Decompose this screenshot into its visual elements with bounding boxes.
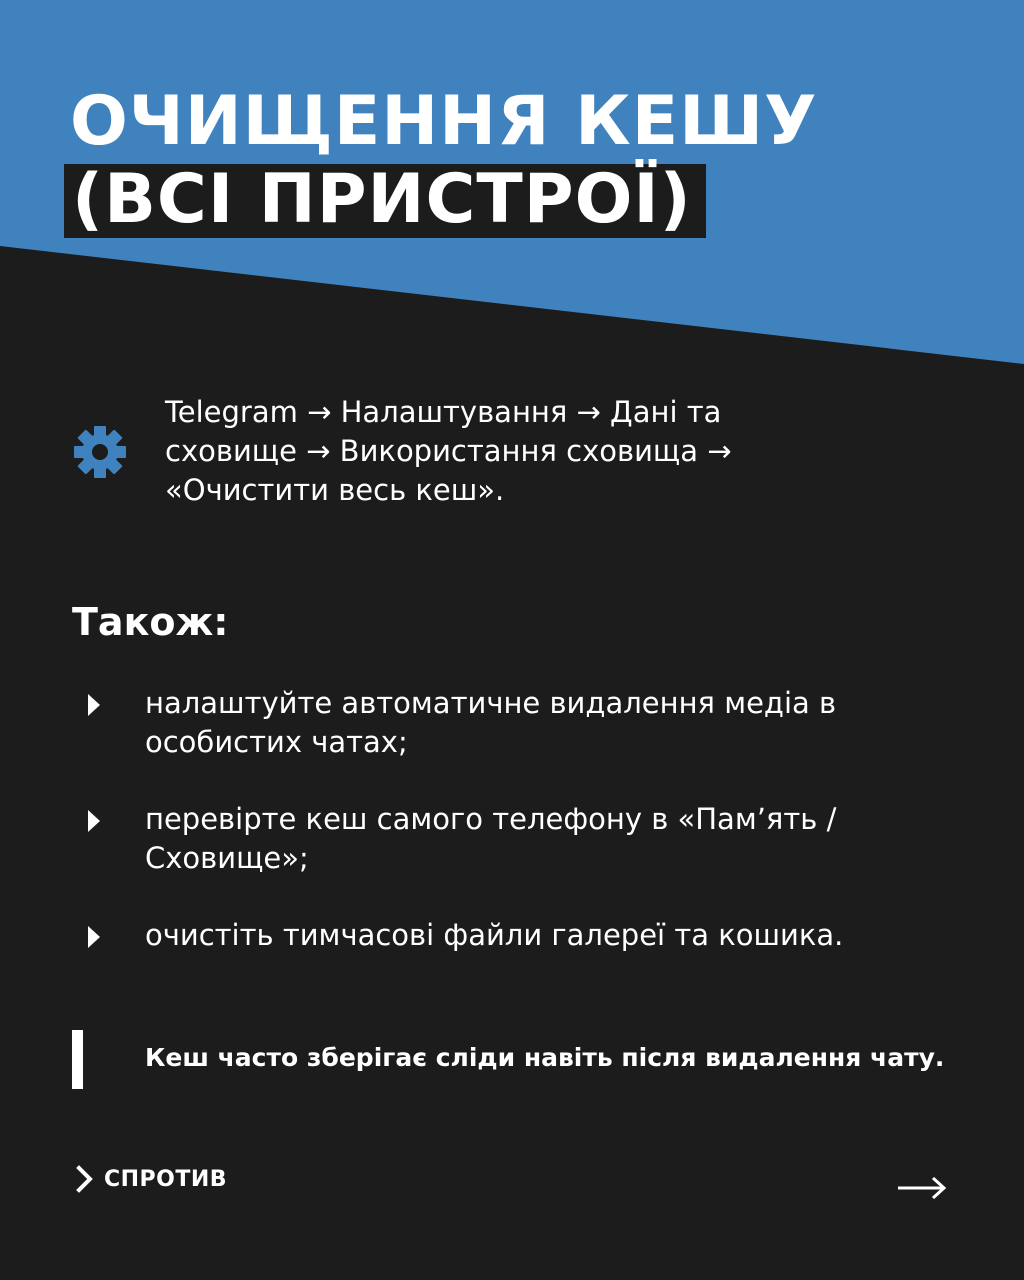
title-line-1: ОЧИЩЕННЯ КЕШУ: [70, 82, 818, 161]
telegram-cache-instruction: Telegram → Налаштування → Дані та сховище → Використання сховища → «Очистити весь кеш».: [165, 395, 732, 507]
triangle-bullet-icon: [88, 926, 100, 948]
chevron-right-icon: [74, 1164, 96, 1194]
list-item-text: очистіть тимчасові файли галереї та кошика.: [145, 918, 844, 952]
also-heading: Також:: [72, 600, 229, 644]
page-title: [70, 82, 818, 239]
note-accent-bar: [72, 1030, 83, 1089]
brand-logo: [74, 1164, 227, 1194]
triangle-bullet-icon: [88, 694, 100, 716]
list-item-text: налаштуйте автоматичне видалення медіа в особистих чатах;: [145, 686, 837, 759]
list-item-text: перевірте кеш самого телефону в «Пам’ять / Сховище»;: [145, 802, 837, 875]
arrow-right-icon[interactable]: [896, 1174, 948, 1202]
brand-name: СПРОТИВ: [104, 1166, 228, 1192]
gear-icon: [72, 424, 128, 480]
title-line-2-highlight: (ВСІ ПРИСТРОЇ): [64, 164, 706, 238]
triangle-bullet-icon: [88, 810, 100, 832]
note-text: Кеш часто зберігає сліди навіть після видалення чату.: [145, 1043, 945, 1072]
